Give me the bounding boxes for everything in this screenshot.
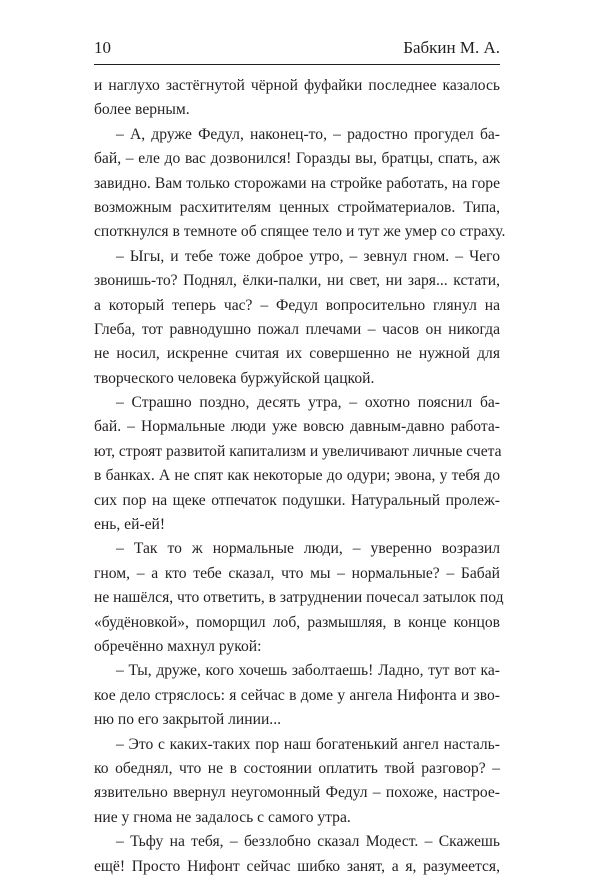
text-line: звонишь-то? Поднял, ёлки-палки, ни свет, ни заря... кстати, — [94, 272, 500, 290]
text-line: – Страшно поздно, десять утра, – охотно пояснил ба- — [116, 394, 500, 412]
text-line: ню по его закрытой линии... — [94, 711, 281, 729]
text-line: завидно. Вам только сторожами на стройке работать, на горе — [94, 174, 500, 192]
text-line: – А, друже Федул, наконец-то, – радостно прогудел ба- — [116, 125, 500, 143]
text-line: язвительно ввернул неугомонный Федул – похоже, настрое- — [94, 784, 500, 802]
page-number: 10 — [94, 38, 111, 57]
body-text — [94, 74, 506, 879]
text-line: не нашёлся, что ответить, в затруднении почесал затылок под — [94, 589, 504, 607]
text-line: кое дело стряслось: я сейчас в доме у ангела Нифонта и зво- — [94, 686, 500, 704]
text-line: – Это с каких-таких пор наш богатенький ангел насталь- — [116, 735, 500, 753]
text-line: Глеба, тот равнодушно пожал плечами – часов он никогда — [94, 320, 500, 338]
text-line: ещё! Просто Нифонт сейчас шибко занят, а я, разумеется, — [94, 857, 500, 875]
text-line: обречённо махнул рукой: — [94, 637, 262, 655]
text-line: творческого человека буржуйской цацкой. — [94, 369, 375, 387]
text-line: и наглухо застёгнутой чёрной фуфайки последнее казалось — [94, 77, 500, 94]
running-title: Бабкин М. А. — [403, 38, 500, 57]
text-line: ние у гнома не задалось с самого утра. — [94, 808, 351, 826]
text-line: гном, – а кто тебе сказал, что мы – нормальные? – Бабай — [94, 564, 500, 582]
text-line: – Тьфу на тебя, – беззлобно сказал Модест. – Скажешь — [116, 833, 500, 851]
text-line: более верным. — [94, 101, 190, 119]
text-line: споткнулся в темноте об спящее тело и тут же умер со страху. — [94, 223, 506, 241]
text-line: – Ты, друже, кого хочешь заболтаешь! Ладно, тут вот ка- — [116, 662, 500, 680]
text-line: – Так то ж нормальные люди, – уверенно возразил — [116, 540, 500, 558]
text-line: ют, строят развитой капитализм и увеличивают личные счета — [94, 442, 502, 460]
text-line: «будёновкой», поморщил лоб, размышляя, в конце концов — [94, 613, 500, 631]
text-line: сих пор на щеке отпечаток подушки. Натуральный пролеж- — [94, 491, 500, 509]
text-line: возможным расхитителям ценных стройматериалов. Типа, — [94, 198, 500, 216]
text-line: бай. – Нормальные люди уже вовсю давным-давно работа- — [94, 418, 500, 436]
text-line: ень, ей-ей! — [94, 516, 166, 534]
text-line: ко обеднял, что не в состоянии оплатить твой разговор? – — [94, 759, 500, 777]
text-line: бай, – еле до вас дозвонился! Горазды вы, братцы, спать, аж — [94, 150, 500, 168]
text-line: в банках. А не спят как некоторые до одури; эвона, у тебя до — [94, 467, 500, 485]
page-header — [94, 38, 500, 65]
text-line: не носил, искренне считая их совершенно не нужной для — [94, 345, 500, 363]
text-line: а который теперь час? – Федул вопросительно глянул на — [94, 296, 500, 314]
text-line: – Ыгы, и тебе тоже доброе утро, – зевнул гном. – Чего — [116, 247, 500, 265]
